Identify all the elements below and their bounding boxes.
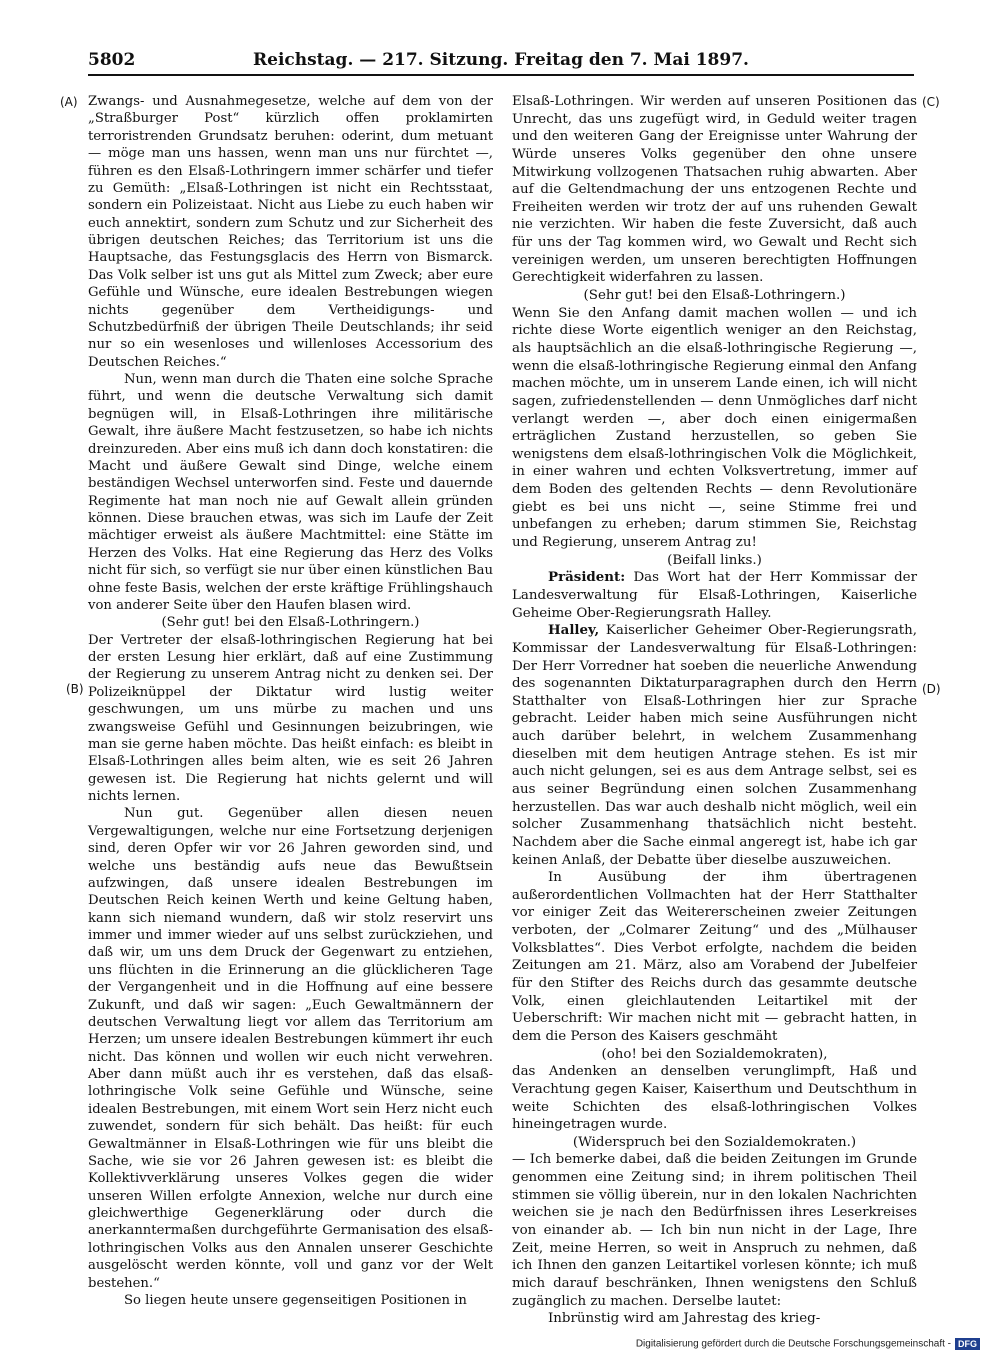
paragraph: — Ich bemerke dabei, daß die beiden Zeitungen im Grunde genommen eine Zeitung sind; in ihrem politischen Theil stimmen sie völlig überein, nur in den lokalen Nachrichten weichen sie je nach den Bedürfnissen ihres Leserkreises von einander ab. — Ich bin nun nicht in der Lage, Ihre Zeit, meine Herren, so weit in Anspruch zu nehmen, daß ich Ihnen den ganzen Leitartikel vorlesen könnte; ich muß mich darauf beschränken, Ihnen wenigstens den Schluß zugänglich zu machen. Derselbe lautet: bbox=[512, 1152, 917, 1309]
paragraph: das Andenken an denselben verunglimpft, Haß und Verachtung gegen Kaiser, Kaiserthum und Deutschthum in weite Schichten des elsaß-lothringischen Volkes hineingetragen wurde. bbox=[512, 1064, 917, 1133]
footer-text: Digitalisierung gefördert durch die Deutsche Forschungsgemeinschaft - bbox=[635, 1338, 951, 1350]
right-column bbox=[512, 93, 917, 1328]
left-column bbox=[88, 93, 493, 1309]
interjection: (Sehr gut! bei den Elsaß-Lothringern.) bbox=[161, 615, 420, 631]
paragraph: Nun, wenn man durch die Thaten eine solche Sprache führt, und wenn die deutsche Verwaltung sich damit begnügen will, in Elsaß-Lothringen ihre militärische Gewalt, ihre äußere Macht festzusetzen, so habe ich nichts dreinzureden. Aber eins muß ich dann doch konstatiren: die Macht und äußere Gewalt sind Dinge, welche einem beständigen Wechsel unterworfen sind. Feste und dauernde Regimente hat man noch nie auf Gewalt allein gründen können. Diese brauchen etwas, was sich im Laufe der Zeit mächtiger erweist als äußere Machtmittel: eine Stätte im Herzen des Volks. Hat eine Regierung das Herz des Volks nicht für sich, so verfügt sie nur über einen künstlichen Bau ohne feste Basis, welchen der erste kräftige Frühlingshauch von anderer Seite über den Haufen blasen wird. bbox=[88, 372, 493, 613]
paragraph: In Ausübung der ihm übertragenen außerordentlichen Vollmachten hat der Herr Statthalter vor einiger Zeit das Weitererscheinen zweier Zeitungen verboten, der „Colmarer Zeitung“ und des „Mülhauser Volksblattes“. Dies Verbot erfolgte, nachdem die beiden Zeitungen am 21. März, also am Vorabend der Jubelfeier für den Stifter des Reichs durch das gesammte deutsche Volk, einen gleichlautenden Leitartikel mit der Ueberschrift: Wir machen nicht mit — gebracht hatten, in dem die Person des Kaisers geschmäht bbox=[512, 870, 917, 1044]
paragraph: Elsaß-Lothringen. Wir werden auf unseren Positionen das Unrecht, das uns zugefügt wird, in Geduld weiter tragen und den weiteren Gang der Ereignisse unter Wahrung der Würde unseres Volks gegenüber den ohne unsere Mitwirkung vollzogenen Thatsachen ruhig abwarten. Aber auf die Geltendmachung der uns entzogenen Rechte und Freiheiten werden wir trotz der auf uns ruhenden Gewalt nie verzichten. Wir haben die feste Zuversicht, daß auch für uns der Tag kommen wird, wo Gewalt und Recht sich vereinigen werden, um unseren berechtigten Hoffnungen Gerechtigkeit widerfahren zu lassen. bbox=[512, 94, 917, 286]
speech-text: Kaiserlicher Geheimer Ober-Regierungsrath, Kommissar der Landesverwaltung für Elsaß-Lothringen: Der Herr Vorredner hat soeben die neuerliche Anwendung des sogenannten Diktaturparagraphen durch den Herrn Statthalter von Elsaß-Lothringen hier zur Sprache gebracht. Leider haben mich seine Ausführungen nicht auch darüber belehrt, in welchem Zusammenhang dieselben mit dem heutigen Antrage stehen. Es ist mir auch nicht gelungen, sei es aus dem Antrage selbst, sei es aus seiner Begründung einen solchen Zusammenhang herzustellen. Das war auch deshalb nicht möglich, weil ein solcher Zusammenhang thatsächlich nicht besteht. Nachdem aber die Sache einmal angeregt ist, habe ich gar keinen Anlaß, der Debatte über dieselbe auszuweichen. bbox=[512, 623, 917, 868]
footer bbox=[636, 1338, 980, 1350]
speaker-name: Präsident: bbox=[548, 569, 626, 586]
speaker-paragraph bbox=[512, 569, 917, 622]
margin-mark-a: (A) bbox=[60, 95, 78, 109]
interjection: (Beifall links.) bbox=[667, 552, 762, 568]
speaker-paragraph bbox=[512, 622, 917, 869]
paragraph: Zwangs- und Ausnahmegesetze, welche auf dem von der „Straßburger Post“ kürzlich offen proklamirten terroristrenden Grundsatz beruhen: oderint, dum metuant — möge man uns hassen, wenn man uns nur fürchtet —, führen es den Elsaß-Lothringern immer schärfer und tiefer zu Gemüth: „Elsaß-Lothringen ist nicht ein Rechtsstaat, sondern ein Polizeistaat. Nicht aus Liebe zu euch haben wir euch annektirt, sondern zum Schutz und zur Sicherheit des übrigen deutschen Reiches; das Territorium ist uns die Hauptsache, das Festungsglacis des Herrn von Bismarck. Das Volk selber ist uns gut als Mittel zum Zweck; aber eure Gefühle und Wünsche, eure idealen Bestrebungen wiegen nichts gegenüber dem Vertheidigungs- und Schutzbedürfniß der übrigen Theile Deutschlands; ihr seid nur so ein wesenloses und willenloses Accessorium des Deutschen Reiches.“ bbox=[88, 94, 493, 370]
paragraph: Der Vertreter der elsaß-lothringischen Regierung hat bei der ersten Lesung hier erklärt, daß auf eine Zustimmung der Regierung zu unserem Antrag nicht zu denken sei. Der Polizeiknüppel der Diktatur wird lustig weiter geschwungen, um uns mürbe zu machen und uns zwangsweise Gefühl und Gesinnungen beizubringen, wie man sie gerne haben möchte. Das heißt einfach: es bleibt in Elsaß-Lothringen alles beim alten, wie es seit 26 Jahren gewesen ist. Die Regierung hat nichts gelernt und will nichts lernen. bbox=[88, 632, 493, 804]
running-head: Reichstag. — 217. Sitzung. Freitag den 7. Mai 1897. bbox=[253, 50, 749, 70]
margin-mark-b: (B) bbox=[66, 682, 84, 696]
margin-mark-c: (C) bbox=[922, 95, 940, 109]
paragraph: Nun gut. Gegenüber allen diesen neuen Vergewaltigungen, welche nur eine Fortsetzung derjenigen sind, deren Opfer wir vor 26 Jahren geworden sind, und welche uns beständig aufs neue das Bewußtsein aufzwingen, daß unsere idealen Bestrebungen im Deutschen Reich keinen Werth und keine Geltung haben, kann sich niemand wundern, daß wir stolz reservirt uns immer und immer wieder auf uns selbst zurückziehen, und daß wir, um uns dem Druck der Gegenwart zu entziehen, uns flüchten in die Erinnerung an die glücklicheren Tage der Vergangenheit und in die Hoffnung auf eine bessere Zukunft, und daß wir sagen: „Euch Gewaltmännern der deutschen Verwaltung liegt vor allem das Territorium am Herzen; um unsere idealen Bestrebungen kümmert ihr euch nicht. Das können und wollen wir euch nicht verwehren. Aber dann müßt auch ihr es verstehen, daß das elsaß-lothringische Volk seine Gefühle und Wünsche, seine idealen Bestrebungen, mit einem Wort sein Herz nicht euch zuwendet, sondern für sich behält. Das heißt: für euch Gewaltmänner in Elsaß-Lothringen wie für uns bleibt die Sache, wie sie vor 26 Jahren gewesen ist: es bleibt die Kollektivverklärung unseres Volkes gegen die wider unseren Willen erfolgte Annexion, welche nur durch eine gleichwerthige Gegenerklärung oder durch die anerkanntermaßen durchgeführte Germanisation des elsaß-lothringischen Volks aus den Annalen unserer Geschichte ausgelöscht werden könnte, voll und ganz vor der Welt bestehen.“ bbox=[88, 806, 493, 1291]
page-header bbox=[88, 50, 914, 76]
paragraph: Inbrünstig wird am Jahrestag des krieg- bbox=[548, 1311, 821, 1327]
speaker-name: Halley, bbox=[548, 622, 600, 639]
dfg-logo: DFG bbox=[955, 1338, 980, 1350]
paragraph: Wenn Sie den Anfang damit machen wollen — und ich richte diese Worte eigentlich weniger an den Reichstag, als hauptsächlich an die elsaß-lothringische Regierung —, wenn die elsaß-lothringische Regierung einmal den Anfang machen möchte, um in unserem Lande einen, ich will nicht sagen, zufriedenstellenden — denn Unmögliches darf nicht verlangt werden —, aber doch einen einigermaßen erträglichen Zustand herzustellen, so geben Sie wenigstens dem elsaß-lothringischen Volk die Möglichkeit, in einer wahren und echten Volksvertretung, immer auf dem Boden des geltenden Rechts — denn Revolutionäre giebt es bei uns nicht —, seine Stimme frei und unbefangen zu erheben; darum stimmen Sie, Reichstag und Regierung, unserem Antrag zu! bbox=[512, 305, 917, 551]
interjection: (oho! bei den Sozialdemokraten), bbox=[601, 1046, 828, 1062]
margin-mark-d: (D) bbox=[922, 682, 941, 696]
interjection: (Sehr gut! bei den Elsaß-Lothringern.) bbox=[583, 288, 846, 304]
speech-text: Das Wort hat der Herr Kommissar der Landesverwaltung für Elsaß-Lothringen, Kaiserliche Geheime Ober-Regierungsrath Halley. bbox=[512, 570, 917, 621]
interjection: (Widerspruch bei den Sozialdemokraten.) bbox=[572, 1134, 857, 1150]
page-number: 5802 bbox=[88, 50, 136, 70]
paragraph: So liegen heute unsere gegenseitigen Positionen in bbox=[124, 1292, 467, 1308]
